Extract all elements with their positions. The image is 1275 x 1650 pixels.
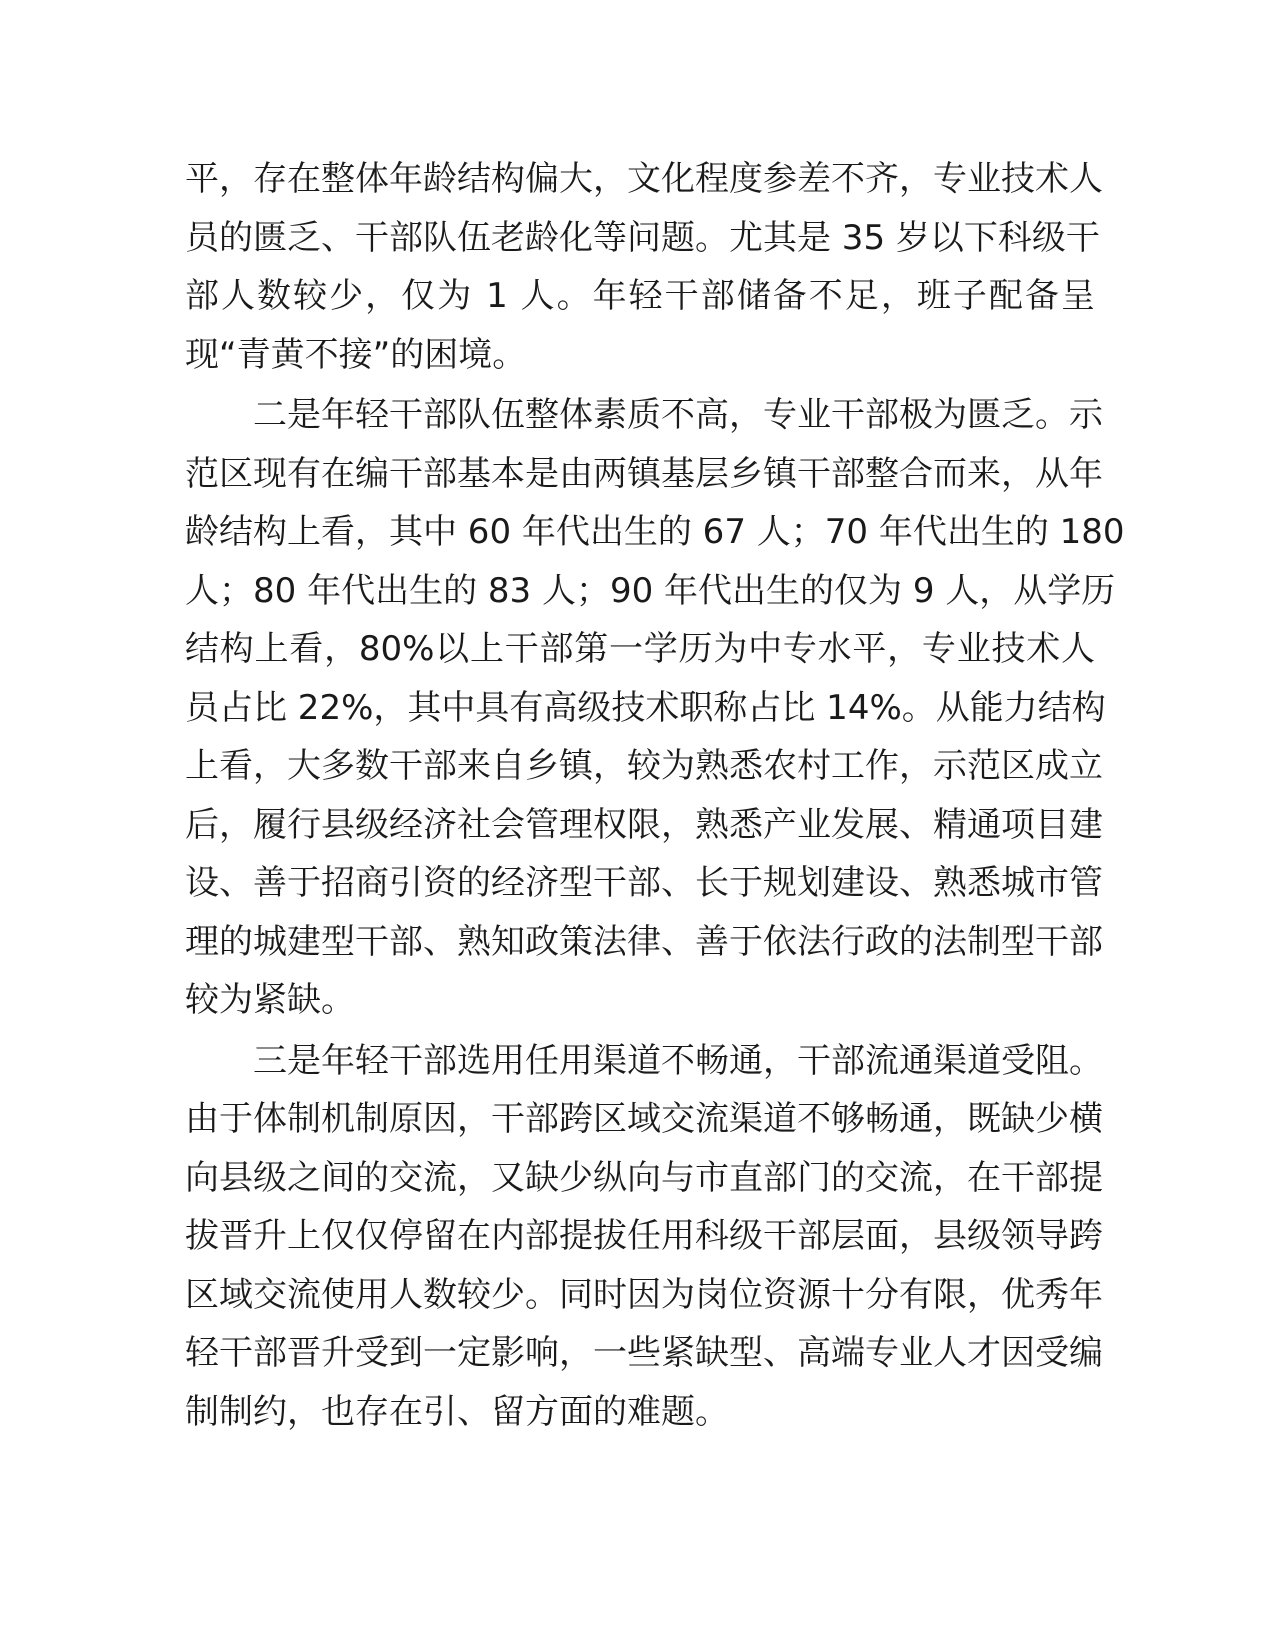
text-line: 向县级之间的交流，又缺少纵向与市直部门的交流，在干部提 (185, 1157, 1103, 1198)
text-line: 现“青黄不接”的困境。 (185, 334, 527, 375)
text-line: 后，履行县级经济社会管理权限，熟悉产业发展、精通项目建 (185, 804, 1103, 845)
text-line: 人；80 年代出生的 83 人；90 年代出生的仅为 9 人，从学历 (185, 570, 1116, 611)
text-line: 区域交流使用人数较少。同时因为岗位资源十分有限，优秀年 (185, 1274, 1103, 1315)
paragraph-3 (185, 1032, 1103, 1442)
text-line: 轻干部晋升受到一定影响，一些紧缺型、高端专业人才因受编 (185, 1333, 1103, 1373)
text-line: 三是年轻干部选用任用渠道不畅通，干部流通渠道受阻。 (253, 1040, 1103, 1081)
text-line: 范区现有在编干部基本是由两镇基层乡镇干部整合而来，从年 (185, 453, 1103, 494)
text-line: 平，存在整体年龄结构偏大，文化程度参差不齐，专业技术人 (185, 159, 1103, 199)
body-text (185, 150, 1125, 1441)
text-line: 制制约，也存在引、留方面的难题。 (185, 1391, 729, 1432)
text-line: 龄结构上看，其中 60 年代出生的 67 人；70 年代出生的 180 (185, 512, 1125, 552)
paragraph-2 (185, 386, 1125, 1030)
text-line: 较为紧缺。 (185, 980, 355, 1020)
text-line: 理的城建型干部、熟知政策法律、善于依法行政的法制型干部 (185, 921, 1103, 962)
text-line: 员占比 22%，其中具有高级技术职称占比 14%。从能力结构 (185, 687, 1106, 728)
text-line: 部人数较少，仅为 1 人。年轻干部储备不足，班子配备呈 (185, 276, 1095, 316)
text-line: 拔晋升上仅仅停留在内部提拔任用科级干部层面，县级领导跨 (185, 1216, 1103, 1256)
text-line: 由于体制机制原因，干部跨区域交流渠道不够畅通，既缺少横 (185, 1099, 1103, 1139)
text-line: 二是年轻干部队伍整体素质不高，专业干部极为匮乏。示 (253, 395, 1103, 435)
text-line: 上看，大多数干部来自乡镇，较为熟悉农村工作，示范区成立 (185, 746, 1103, 786)
paragraph-1 (185, 150, 1103, 384)
text-line: 设、善于招商引资的经济型干部、长于规划建设、熟悉城市管 (185, 863, 1103, 903)
text-line: 结构上看，80%以上干部第一学历为中专水平，专业技术人 (185, 629, 1095, 669)
text-line: 员的匮乏、干部队伍老龄化等问题。尤其是 35 岁以下科级干 (185, 217, 1100, 258)
